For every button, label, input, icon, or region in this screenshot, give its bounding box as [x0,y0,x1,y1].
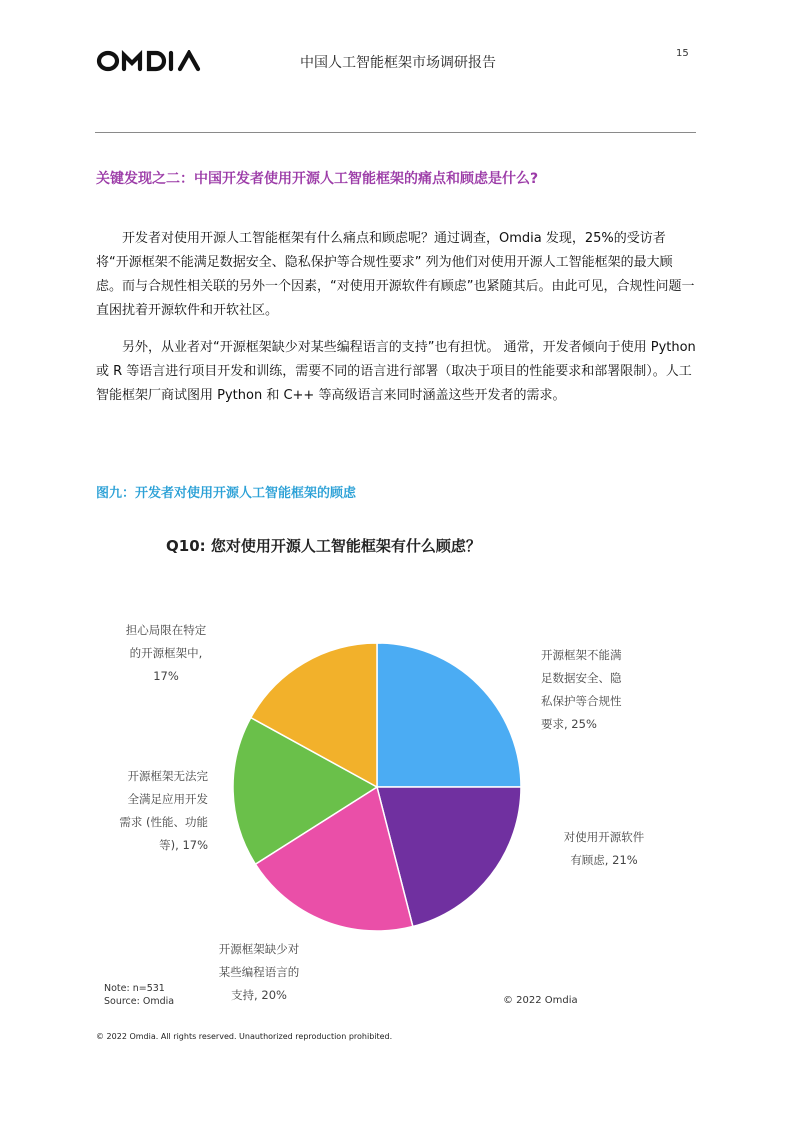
document-title: 中国人工智能框架市场调研报告 [300,55,496,71]
body-paragraph-2: 另外，从业者对“开源框架缺少对某些编程语言的支持”也有担忧。 通常，开发者倾向于使用 Python 或 R 等语言进行项目开发和训练，需要不同的语言进行部署（取决于项目的性能要求和部署限制）。人工智能框架厂商试图用 Python 和 C++ 等高级语言来同时涵盖这些开发者的需求。 [96,340,696,403]
chart-title: Q10: 您对使用开源人工智能框架有什么顾虑？ [166,537,481,555]
slice-label-app-requirements: 开源框架无法完 全满足应用开发 需求 (性能、功能 等), 17% [119,769,208,852]
sample-size-note: Note: n=531 [104,983,165,994]
slice-label-open-source-concern: 对使用开源软件 有顾虑, 21% [563,830,645,867]
figure-caption: 图九：开发者对使用开源人工智能框架的顾虑 [96,486,357,501]
slice-label-compliance: 开源框架不能满 足数据安全、隐 私保护等合规性 要求, 25% [541,648,622,731]
chart-copyright: © 2022 Omdia [503,995,578,1006]
slice-label-language-support: 开源框架缺少对 某些编程语言的 支持, 20% [218,942,300,1002]
source-note: Source: Omdia [104,996,175,1007]
slice-label-lock-in: 担心局限在特定 的开源框架中, 17% [125,623,207,683]
body-paragraph-1: 开发者对使用开源人工智能框架有什么痛点和顾虑呢？通过调查，Omdia 发现，25%的受访者将“开源框架不能满足数据安全、隐私保护等合规性要求” 列为他们对使用开源人工智能框架的最大顾虑。而与合规性相关联的另外一个因素，“对使用开源软件有顾虑”也紧随其后。由此可见，合规性问题一直困扰着开源软件和开软社区。 [96,231,695,318]
pie-slice-compliance [377,643,521,787]
page-number: 15 [676,48,689,59]
chart-note [104,982,174,1008]
section-heading: 关键发现之二：中国开发者使用开源人工智能框架的痛点和顾虑是什么? [96,171,539,187]
page-footer: © 2022 Omdia. All rights reserved. Unauthorized reproduction prohibited. [96,1032,393,1041]
